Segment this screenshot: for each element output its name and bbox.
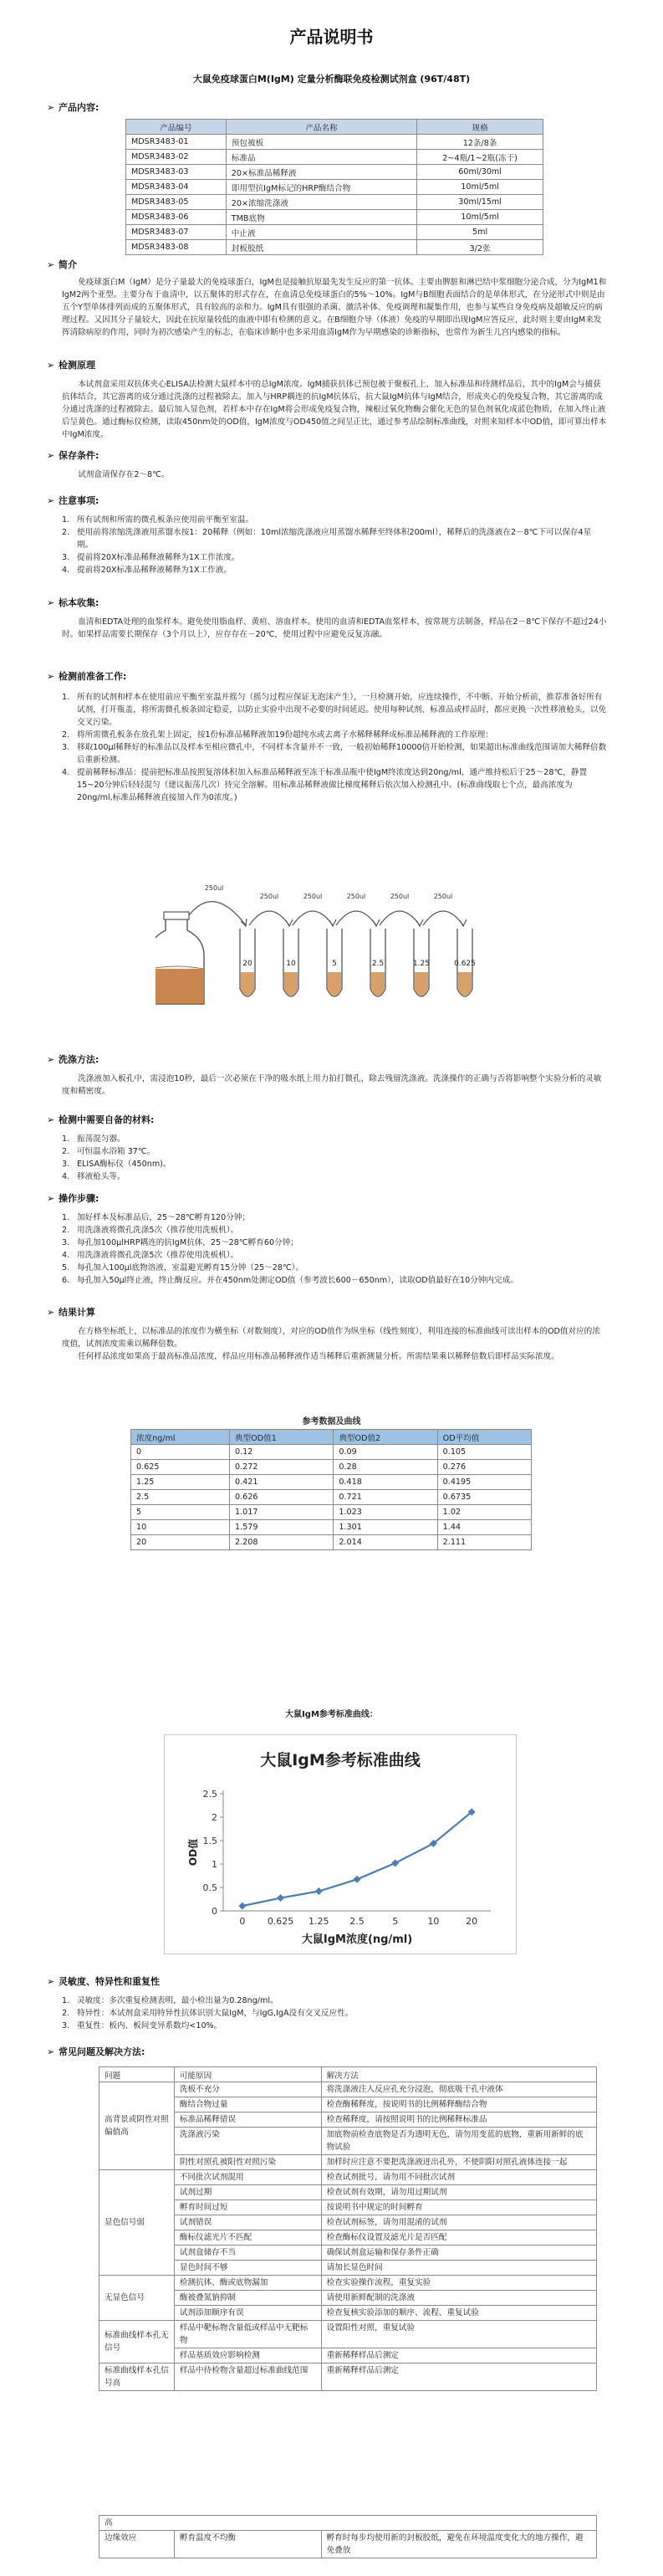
prep-item-text: 提前稀释标准品：提前把标准品按照复溶体积加入标准品稀释液至冻干标准品瓶中使IgM终浓度达到20ng/ml，通产维持松后于25～28℃，静置15~20分钟后轻轻混匀（建议振荡几次）待完全溶解。用标准品稀释液做比梯度稀释后依次加入检测孔中。(标准曲线取七个点，最高浓度为20ng/ml,标准品稀释液直接加入作为0浓度。)	[77, 768, 588, 802]
product-table-row	[126, 165, 543, 180]
faq-table-row	[99, 2170, 597, 2185]
faq-edge-fix: 孵育时每步均使用新的封板胶纸，避免在环境温度变化大的地方操作，避免叠放	[321, 2531, 596, 2558]
dilution-tube-liquid	[458, 972, 472, 996]
dilution-volume-label: 250ul	[346, 893, 366, 900]
dilution-tube-liquid	[241, 972, 254, 996]
prep-item-text: 移取100μl稀释好的标准品以及样本至相应微孔中，不同样本含量并不一致，一般初始稀释10000倍开始检测，如果超出标准曲线范围请加大稀释倍数后重新检测。	[77, 743, 607, 765]
performance-item	[62, 2020, 607, 2032]
performance-list	[62, 1995, 607, 2032]
performance-item-number: 2.	[62, 2009, 70, 2018]
faq-cause-cell: 试剂盒储存不当	[174, 2246, 321, 2261]
faq-solution-cell: 设置阳性对照，重复试验	[321, 2321, 596, 2348]
page-subtitle: 大鼠免疫球蛋白M(IgM) 定量分析酶联免疫检测试剂盒 (96T/48T)	[192, 74, 471, 85]
steps-item-number: 5.	[62, 1263, 70, 1273]
faq-table	[99, 2066, 597, 2391]
reference-table-header: 浓度ng/ml	[131, 1430, 230, 1445]
reference-table-cell: 1.301	[334, 1520, 437, 1535]
chart-y-tick-label: 0	[212, 1906, 217, 1917]
chart-x-axis-label: 大鼠IgM浓度(ng/ml)	[301, 1933, 413, 1946]
standard-bottle	[156, 912, 204, 1004]
prep-item-number: 1.	[62, 693, 70, 702]
steps-item-text: 每孔加100μlHRP耦连的抗IgM抗体，25～28℃孵育60分钟；	[77, 1238, 298, 1247]
chart-y-tick-label: 1.5	[202, 1836, 217, 1846]
dilution-volume-label: 250ul	[433, 893, 453, 900]
dilution-volume-label: 250ul	[303, 893, 323, 900]
faq-cause-cell: 不同批次试剂混用	[174, 2170, 321, 2185]
reference-table-cell: 20	[131, 1535, 230, 1550]
faq-cause-cell: 样品中靶标物含量低或样品中无靶标物	[174, 2321, 321, 2348]
prep-item-number: 4.	[62, 768, 70, 777]
product-table-header: 产品编号	[126, 120, 227, 135]
product-table-cell: TMB底物	[226, 210, 416, 225]
product-table-row	[126, 195, 543, 210]
product-table-cell: 中止液	[226, 225, 416, 240]
chart-data-point	[238, 1903, 246, 1910]
principle-paragraph: 本试剂盒采用双抗体夹心ELISA法检测大鼠样本中的总IgM浓度。IgM捕获抗体已预包被于聚板孔上，加入标准品和待测样品后，其中的IgM会与捕获抗体结合，其它游离的成分通过洗涤的过程被除去。加入与HRP耦连的抗IgM抗体后，抗大鼠IgM抗体与IgM结合，形成夹心的免疫复合物，其它游离的成分通过洗涤的过程被除去。最后加入显色剂，若样本中存在IgM将会形成免疫复合物，辣根过氧化物酶会催化无色的显色剂氧化成蓝色物质，在加入终止液后呈黄色。通过酶标仪检测，读取450nm处的OD值，IgM浓度与OD450值之间呈正比，通过参考品绘制标准曲线，对照来知样本中OD值，即可算出样本中IgM浓度。	[62, 380, 607, 439]
steps-item-number: 1.	[62, 1213, 70, 1222]
prep-item	[62, 766, 607, 804]
dilution-tube-label: 1.25	[412, 960, 431, 968]
steps-item	[62, 1211, 607, 1224]
dilution-tube-label: 2.5	[371, 960, 385, 968]
product-table-row	[126, 135, 543, 150]
chart-x-tick-label: 1.25	[309, 1916, 329, 1927]
faq-solution-cell: 请加长显色时间	[321, 2261, 596, 2276]
notes-item-text: 提前将20X标准品稀释液稀释为1X工作浓度。	[77, 553, 240, 562]
reference-table-cell: 2.014	[334, 1535, 437, 1550]
page-title: 产品说明书	[289, 27, 374, 47]
dilution-tube-liquid	[328, 972, 341, 996]
reference-table-header: OD平均值	[437, 1430, 531, 1445]
faq-table-header: 解决方法	[321, 2067, 596, 2082]
notes-item-text: 提前将20X标准品稀释液稀释为1X工作液。	[77, 566, 232, 575]
steps-item-text: 加好样本及标准品后，25～28℃孵育120分钟；	[77, 1213, 251, 1222]
product-table-cell: 3/2张	[417, 240, 543, 255]
notes-list	[62, 514, 607, 576]
chart-data-point	[277, 1894, 284, 1902]
prep-item	[62, 691, 607, 729]
faq-table-row	[99, 2185, 597, 2200]
faq-cause-cell: 显色时间不够	[174, 2261, 321, 2276]
faq-cause-cell: 酶标仪滤光片不匹配	[174, 2230, 321, 2246]
faq-solution-cell: 按说明书中规定的时间孵育	[321, 2200, 596, 2215]
product-table-header: 规格	[417, 120, 543, 135]
prep-item-text: 将所需微孔板条在放孔架上固定，按1份标准品稀释液加19份超纯水或去离子水稀释稀释成标准品稀释液的工作原理：	[77, 730, 493, 740]
section-intro-heading: ➢ 简介	[47, 259, 77, 270]
performance-item-number: 3.	[62, 2021, 70, 2031]
materials-item-number: 4.	[62, 1172, 70, 1181]
faq-extra-table	[99, 2515, 597, 2558]
faq-solution-cell: 请使用新鲜配制的洗涤液	[321, 2291, 596, 2306]
reference-table-cell: 1.44	[437, 1520, 531, 1535]
reference-table-cell: 1.02	[437, 1505, 531, 1520]
reference-table-cell: 1.017	[229, 1505, 333, 1520]
reference-table-row	[131, 1535, 532, 1550]
reference-table-cell: 0.418	[334, 1475, 437, 1490]
steps-item-number: 4.	[62, 1251, 70, 1260]
faq-cause-cell: 洗涤液污染	[174, 2128, 321, 2155]
section-faq-heading: ➢ 常见问题及解决方法:	[47, 2046, 145, 2057]
dilution-arrow	[380, 911, 420, 925]
product-table-cell: 12条/8条	[417, 135, 543, 150]
steps-item	[62, 1237, 607, 1249]
chart-data-point	[315, 1887, 323, 1895]
chart-x-tick-label: 5	[392, 1916, 399, 1927]
reference-table-cell: 0.626	[229, 1490, 333, 1505]
faq-solution-cell: 将洗涤液注入反应孔充分浸泡，彻底吸干孔中液体	[321, 2082, 596, 2097]
faq-table-header: 可能原因	[174, 2067, 321, 2082]
chart-x-tick-label: 0	[239, 1916, 246, 1927]
product-table-cell: 10ml/5ml	[417, 210, 543, 225]
reference-table-header: 典型OD值1	[229, 1430, 333, 1445]
dilution-arrow	[423, 911, 463, 925]
faq-table-row	[99, 2348, 597, 2363]
steps-item-number: 6.	[62, 1276, 70, 1285]
reference-table-row	[131, 1505, 532, 1520]
dilution-arrow-head	[460, 919, 467, 926]
dilution-tube-liquid	[284, 972, 298, 996]
reference-table-header: 典型OD值2	[334, 1430, 437, 1445]
faq-problem-cell: 无显色信号	[99, 2276, 175, 2321]
faq-table-row	[99, 2261, 597, 2276]
chart-y-tick-label: 1	[212, 1859, 217, 1870]
chart-x-tick-label: 10	[427, 1916, 440, 1927]
reference-table-cell: 0.105	[437, 1445, 531, 1460]
steps-item	[62, 1262, 607, 1274]
faq-edge-problem: 边缘效应	[99, 2531, 175, 2558]
performance-item	[62, 1995, 607, 2007]
reference-table-cell: 1.25	[131, 1475, 230, 1490]
product-table-cell: MDSR3483-03	[126, 165, 227, 180]
faq-cause-cell: 样品中待检物含量超过标准曲线范围	[174, 2363, 321, 2391]
dilution-arrow-head	[286, 919, 293, 926]
performance-item	[62, 2007, 607, 2020]
product-table-cell: MDSR3483-01	[126, 135, 227, 150]
faq-table-row	[99, 2128, 597, 2155]
prep-item-number: 2.	[62, 730, 70, 740]
chart-svg	[165, 1735, 516, 1954]
product-table-cell: 10ml/5ml	[417, 180, 543, 195]
product-table-row	[126, 150, 543, 165]
steps-item-number: 3.	[62, 1238, 70, 1247]
chart-data-point	[354, 1876, 361, 1883]
notes-item	[62, 526, 607, 551]
faq-cause-cell: 标准品稀释错误	[174, 2113, 321, 2128]
faq-cause-cell: 洗板不充分	[174, 2082, 321, 2097]
dilution-arrow	[336, 911, 376, 925]
product-table-cell: 30ml/15ml	[417, 195, 543, 210]
faq-solution-cell: 检查试剂标签，请勿用混淆的试剂	[321, 2215, 596, 2230]
chart-y-tick-label: 2	[212, 1812, 217, 1823]
materials-item-number: 1.	[62, 1134, 70, 1144]
dilution-volume-label: 250ul	[390, 893, 410, 900]
reference-table-cell: 0.12	[229, 1445, 333, 1460]
notes-item	[62, 514, 607, 526]
faq-problem-cell: 显色信号弱	[99, 2170, 175, 2276]
prep-item	[62, 729, 607, 741]
dilution-arrow-head	[416, 919, 423, 926]
performance-item-text: 特异性：本试剂盒采用特异性抗体识别大鼠IgM，与IgG,IgA没有交叉反应性。	[77, 2009, 354, 2018]
section-steps-heading: ➢ 操作步骤:	[47, 1193, 99, 1204]
reference-table-cell: 0.276	[437, 1460, 531, 1475]
section-principle-heading: ➢ 检测原理	[47, 360, 95, 371]
product-table-cell: MDSR3483-02	[126, 150, 227, 165]
reference-table-cell: 0.625	[131, 1460, 230, 1475]
section-storage-heading: ➢ 保存条件:	[47, 450, 99, 461]
section-materials-heading: ➢ 检测中需要自备的材料:	[47, 1114, 155, 1125]
steps-item	[62, 1274, 607, 1287]
product-table-cell: MDSR3483-08	[126, 240, 227, 255]
faq-solution-cell: 检查试剂批号，请勿用不同批次试剂	[321, 2170, 596, 2185]
chart-x-tick-label: 0.625	[267, 1916, 294, 1927]
dilution-volume-label: 250ul	[259, 893, 279, 900]
product-table-row	[126, 225, 543, 240]
standard-curve-chart	[164, 1734, 517, 1954]
product-table-row	[126, 240, 543, 255]
wash-paragraph: 洗涤液加入板孔中，需浸泡10秒，最后一次必须在干净的吸水纸上用力拍打微孔，除去残留洗涤液。洗涤操作的正确与否将影响整个实验分析的灵敏度和精密度。	[62, 1074, 602, 1096]
product-table-row	[126, 180, 543, 195]
reference-table-row	[131, 1460, 532, 1475]
faq-table-row	[99, 2097, 597, 2113]
faq-solution-cell: 加底物前检查底物是否为透明无色，请勿用变蓝的底物，重新用新鲜的底物试验	[321, 2128, 596, 2155]
reference-table-cell: 0.4195	[437, 1475, 531, 1490]
notes-item-text: 使用前将浓缩洗涤液用蒸馏水按1：20稀释（例如：10ml浓缩洗涤液应用蒸馏水稀释至终体积200ml），稀释后的洗涤液在2－8℃下可以保存4星期。	[77, 528, 592, 550]
dilution-diagram	[156, 878, 507, 1012]
notes-item	[62, 564, 607, 576]
materials-item-text: ELISA酶标仪（450nm)。	[77, 1160, 171, 1169]
steps-item	[62, 1249, 607, 1262]
product-table-row	[126, 210, 543, 225]
steps-list	[62, 1211, 607, 1287]
faq-solution-cell: 重新稀释样品后测定	[321, 2363, 596, 2391]
faq-solution-cell: 检查实验操作流程，重复实验	[321, 2276, 596, 2291]
performance-item-text: 灵敏度：多次重复检测表明，最小检出量为0.28ng/ml。	[77, 1996, 278, 2005]
reference-table-cell: 2.208	[229, 1535, 333, 1550]
section-results-heading: ➢ 结果计算	[47, 1307, 95, 1318]
materials-item-number: 3.	[62, 1160, 70, 1169]
faq-cause-cell: 孵育时间过短	[174, 2200, 321, 2215]
chart-y-tick-label: 2.5	[202, 1789, 217, 1800]
prep-item	[62, 741, 607, 766]
notes-item-number: 3.	[62, 553, 70, 562]
materials-item-number: 2.	[62, 1147, 70, 1156]
product-table-cell: 封板胶纸	[226, 240, 416, 255]
section-sample-heading: ➢ 标本收集:	[47, 597, 99, 608]
intro-paragraph: 免疫球蛋白M（IgM）是分子量最大的免疫球蛋白，IgM也是接触抗原最先发生反应的第一抗体。主要由脾脏和淋巴结中浆细胞分泌合成，分为IgM1和IgM2两个亚型。主要分布于血清中，以五聚体的形式存在，在血清总免疫球蛋白的5%～10%。IgM与B细胞表面结合的是单体形式，在分泌形式中则是由五个Y型单体排列而成的五聚体形式，具有较高的亲和力。IgM具有很强的杀菌、激活补体、免疫调理和凝集作用，也参与某些自身免疫病及超敏反应的病理过程。又因其分子量较大，因此在抗原量较低的血液中即有检测的意义。在B细胞介导（体液）免疫的早期即出现IgM应答反应，此时则主要由IgM来发挥清除病原的作用，同时为初次感染产生的标志，在临床诊断中也多采用血清IgM作为早期感染的诊断指标，也常作为新生儿宫内感染的指标。	[62, 278, 607, 337]
faq-cause-cell: 酶被叠氮钠抑制	[174, 2291, 321, 2306]
faq-table-row	[99, 2155, 597, 2170]
dilution-bottle-label: 250ul	[204, 884, 224, 892]
dilution-arrow	[189, 902, 246, 925]
materials-list	[62, 1133, 607, 1183]
section-contents-heading: ➢ 产品内容:	[47, 102, 99, 113]
chart-x-tick-label: 20	[466, 1916, 478, 1927]
reference-table-cell: 2.111	[437, 1535, 531, 1550]
faq-edge-cause: 孵育温度不均衡	[174, 2531, 321, 2558]
faq-solution-cell: 检查稀释度，请按照说明书的比例稀释标准品	[321, 2113, 596, 2128]
faq-solution-cell: 确保试剂盒运输和保存条件正确	[321, 2246, 596, 2261]
faq-table-row	[99, 2306, 597, 2321]
faq-table-header: 问题	[99, 2067, 175, 2082]
product-table-cell: MDSR3483-07	[126, 225, 227, 240]
faq-table-row	[99, 2363, 597, 2391]
faq-solution-cell: 重新稀释样品后测定	[321, 2348, 596, 2363]
materials-item	[62, 1145, 607, 1158]
steps-item-text: 每孔加入50μl终止液，终止酶反应。并在450nm处测定OD值（参考波长600－650nm），读取OD值最好在10分钟内完成。	[77, 1276, 518, 1285]
product-table-cell: 20×标准品稀释液	[226, 165, 416, 180]
section-performance-heading: ➢ 灵敏度、特异性和重复性	[47, 1976, 160, 1987]
steps-item	[62, 1224, 607, 1237]
faq-table-row	[99, 2082, 597, 2097]
product-table-cell: 标准品	[226, 150, 416, 165]
product-table-cell: MDSR3483-04	[126, 180, 227, 195]
materials-item-text: 振荡混匀器。	[77, 1134, 125, 1144]
notes-item-number: 4.	[62, 566, 70, 575]
section-wash-heading: ➢ 洗涤方法:	[47, 1054, 99, 1065]
faq-table-row	[99, 2215, 597, 2230]
chart-title: 大鼠IgM参考标准曲线	[260, 1751, 421, 1769]
steps-item-number: 2.	[62, 1226, 70, 1235]
faq-solution-cell: 检查试剂有效期，请勿用过期试剂	[321, 2185, 596, 2200]
faq-solution-cell: 检查复核实验添加的顺序、流程、重复试验	[321, 2306, 596, 2321]
dilution-tube-liquid	[415, 972, 428, 996]
product-table-cell: MDSR3483-05	[126, 195, 227, 210]
materials-item	[62, 1158, 607, 1170]
sample-paragraph: 血清和EDTA处理的血浆样本。避免使用脂血样、黄疸、溶血样本。使用的血清和EDTA血浆样本，按常规方法制备，样品在2－8℃下保存不超过24小时。如果样品需要长期保存（3个月以上），应存存在－20℃，使用过程中应避免反复冻融。	[62, 617, 607, 639]
faq-table-row	[99, 2291, 597, 2306]
product-table	[125, 119, 543, 255]
faq-extra-header: 高	[99, 2516, 597, 2531]
faq-problem-cell: 标准曲线样本孔无信号	[99, 2321, 175, 2363]
reference-table-row	[131, 1520, 532, 1535]
dilution-tube-label: 10	[286, 960, 296, 968]
materials-item	[62, 1170, 607, 1183]
chart-data-point	[391, 1859, 399, 1867]
section-prep-heading: ➢ 检测前准备工作:	[47, 671, 127, 682]
storage-paragraph: 试剂盒请保存在2～8℃。	[78, 470, 170, 479]
faq-cause-cell: 阴性对照孔被阳性对照污染	[174, 2155, 321, 2170]
faq-problem-cell: 标准曲线样本孔信号高	[99, 2363, 175, 2391]
notes-item-text: 所有试剂和所需的微孔板条应使用前平衡至室温。	[77, 515, 254, 525]
faq-table-row	[99, 2321, 597, 2348]
reference-table-cell: 0.28	[334, 1460, 437, 1475]
faq-solution-cell: 加样时应注意不要把洗涤液迸出孔外，不使阴阳对照孔液体连接一起	[321, 2155, 596, 2170]
faq-table-row	[99, 2113, 597, 2128]
faq-table-row	[99, 2230, 597, 2246]
results-paragraph: 在方格坐标纸上，以标准品的浓度作为横坐标（对数刻度），对应的OD值作为纵坐标（线性刻度），利用连接的标准曲线可读出样本的OD值对应的浓度值，试剂浓度需乘以稀释倍数。 任何样品浓度如果高于最高标准品浓度，样品应用标准品稀释液作适当稀释后重新测量分析。所需结果乘以稀释倍数后即样品实际浓度。	[62, 1327, 600, 1361]
reference-table-row	[131, 1475, 532, 1490]
product-table-cell: 20×浓缩洗涤液	[226, 195, 416, 210]
product-table-cell: MDSR3483-06	[126, 210, 227, 225]
faq-cause-cell: 试剂错误	[174, 2215, 321, 2230]
prep-item-number: 3.	[62, 743, 70, 752]
steps-item-text: 用洗涤液将微孔洗涤5次（推荐使用洗板机）。	[77, 1226, 239, 1235]
dilution-arrow	[249, 911, 289, 925]
reference-table-row	[131, 1490, 532, 1505]
faq-cause-cell: 试剂过期	[174, 2185, 321, 2200]
product-table-cell: 60ml/30ml	[417, 165, 543, 180]
faq-solution-cell: 检查酶标仪设置及滤光片是否匹配	[321, 2230, 596, 2246]
faq-solution-cell: 检查酶稀释度，按说明书的比例稀释酶结合物	[321, 2097, 596, 2113]
product-table-cell: 2~4瓶/1~2瓶(冻干)	[417, 150, 543, 165]
reference-table-cell: 1.579	[229, 1520, 333, 1535]
chart-y-tick-label: 0.5	[202, 1882, 217, 1893]
reference-table	[130, 1429, 532, 1550]
notes-item	[62, 551, 607, 564]
ref-table-title: 参考数据及曲线	[302, 1417, 361, 1426]
chart-series-line	[242, 1812, 472, 1906]
reference-table-cell: 0.421	[229, 1475, 333, 1490]
chart-x-tick-label: 2.5	[349, 1916, 365, 1927]
faq-cause-cell: 酶结合物过量	[174, 2097, 321, 2113]
product-table-cell: 即用型抗IgM标记的HRP酶结合物	[226, 180, 416, 195]
section-notes-heading: ➢ 注意事项:	[47, 495, 99, 506]
product-table-cell: 预包被板	[226, 135, 416, 150]
reference-table-cell: 0.721	[334, 1490, 437, 1505]
performance-item-number: 1.	[62, 1996, 70, 2005]
reference-table-cell: 10	[131, 1520, 230, 1535]
performance-item-text: 重复性：板内、板间变异系数均<10%。	[77, 2021, 222, 2031]
reference-table-cell: 0.6735	[437, 1490, 531, 1505]
product-table-header: 产品名称	[226, 120, 416, 135]
steps-item-text: 用洗涤液将微孔洗涤5次（推荐使用洗板机）。	[77, 1251, 239, 1260]
faq-table-row	[99, 2200, 597, 2215]
dilution-arrow-head	[329, 919, 336, 926]
reference-table-cell: 1.023	[334, 1505, 437, 1520]
dilution-tube-liquid	[371, 972, 385, 996]
reference-table-cell: 5	[131, 1505, 230, 1520]
reference-table-row	[131, 1445, 532, 1460]
materials-item	[62, 1133, 607, 1145]
dilution-arrow	[293, 911, 333, 925]
prep-item-text: 所有的试剂和样本在使用前应平衡至室温并摇匀（摇匀过程应保证无泡沫产生），一旦检测开始，应连续操作，不中断。开始分析前，推荐准备好所有试剂，打开瓶盖，将所需微孔板条固定稳妥，以防止实验中出现不必要的时间延迟。使用每种试剂、标准品或样品时，都应更换一次性移液枪头，以免交叉污染。	[77, 693, 607, 727]
reference-table-cell: 0	[131, 1445, 230, 1460]
dilution-tube-label: 20	[242, 960, 252, 968]
dilution-tube-label: 0.625	[454, 960, 476, 968]
prep-list	[62, 691, 607, 804]
reference-table-cell: 0.272	[229, 1460, 333, 1475]
dilution-arrow-head	[373, 919, 380, 926]
notes-item-number: 1.	[62, 515, 70, 525]
faq-cause-cell: 检测抗体、酶或底物漏加	[174, 2276, 321, 2291]
faq-cause-cell: 样品基质效应影响检测	[174, 2348, 321, 2363]
materials-item-text: 可恒温水浴箱 37℃。	[77, 1147, 156, 1156]
materials-item-text: 移液枪头等。	[77, 1172, 125, 1181]
faq-table-row	[99, 2246, 597, 2261]
steps-item-text: 每孔加入100μl底物溶液，室温避光孵育15分钟（25～28℃）。	[77, 1263, 304, 1273]
curve-caption: 大鼠IgM参考标准曲线：	[285, 1710, 378, 1719]
notes-item-number: 2.	[62, 528, 70, 537]
reference-table-cell: 0.09	[334, 1445, 437, 1460]
dilution-tube-label: 5	[332, 960, 337, 968]
faq-problem-cell: 高背景或阴性对照偏值高	[99, 2082, 175, 2170]
chart-y-axis-label: OD值	[187, 1838, 199, 1867]
faq-cause-cell: 试剂添加顺序有误	[174, 2306, 321, 2321]
faq-table-row	[99, 2276, 597, 2291]
reference-table-cell: 2.5	[131, 1490, 230, 1505]
product-table-cell: 5ml	[417, 225, 543, 240]
